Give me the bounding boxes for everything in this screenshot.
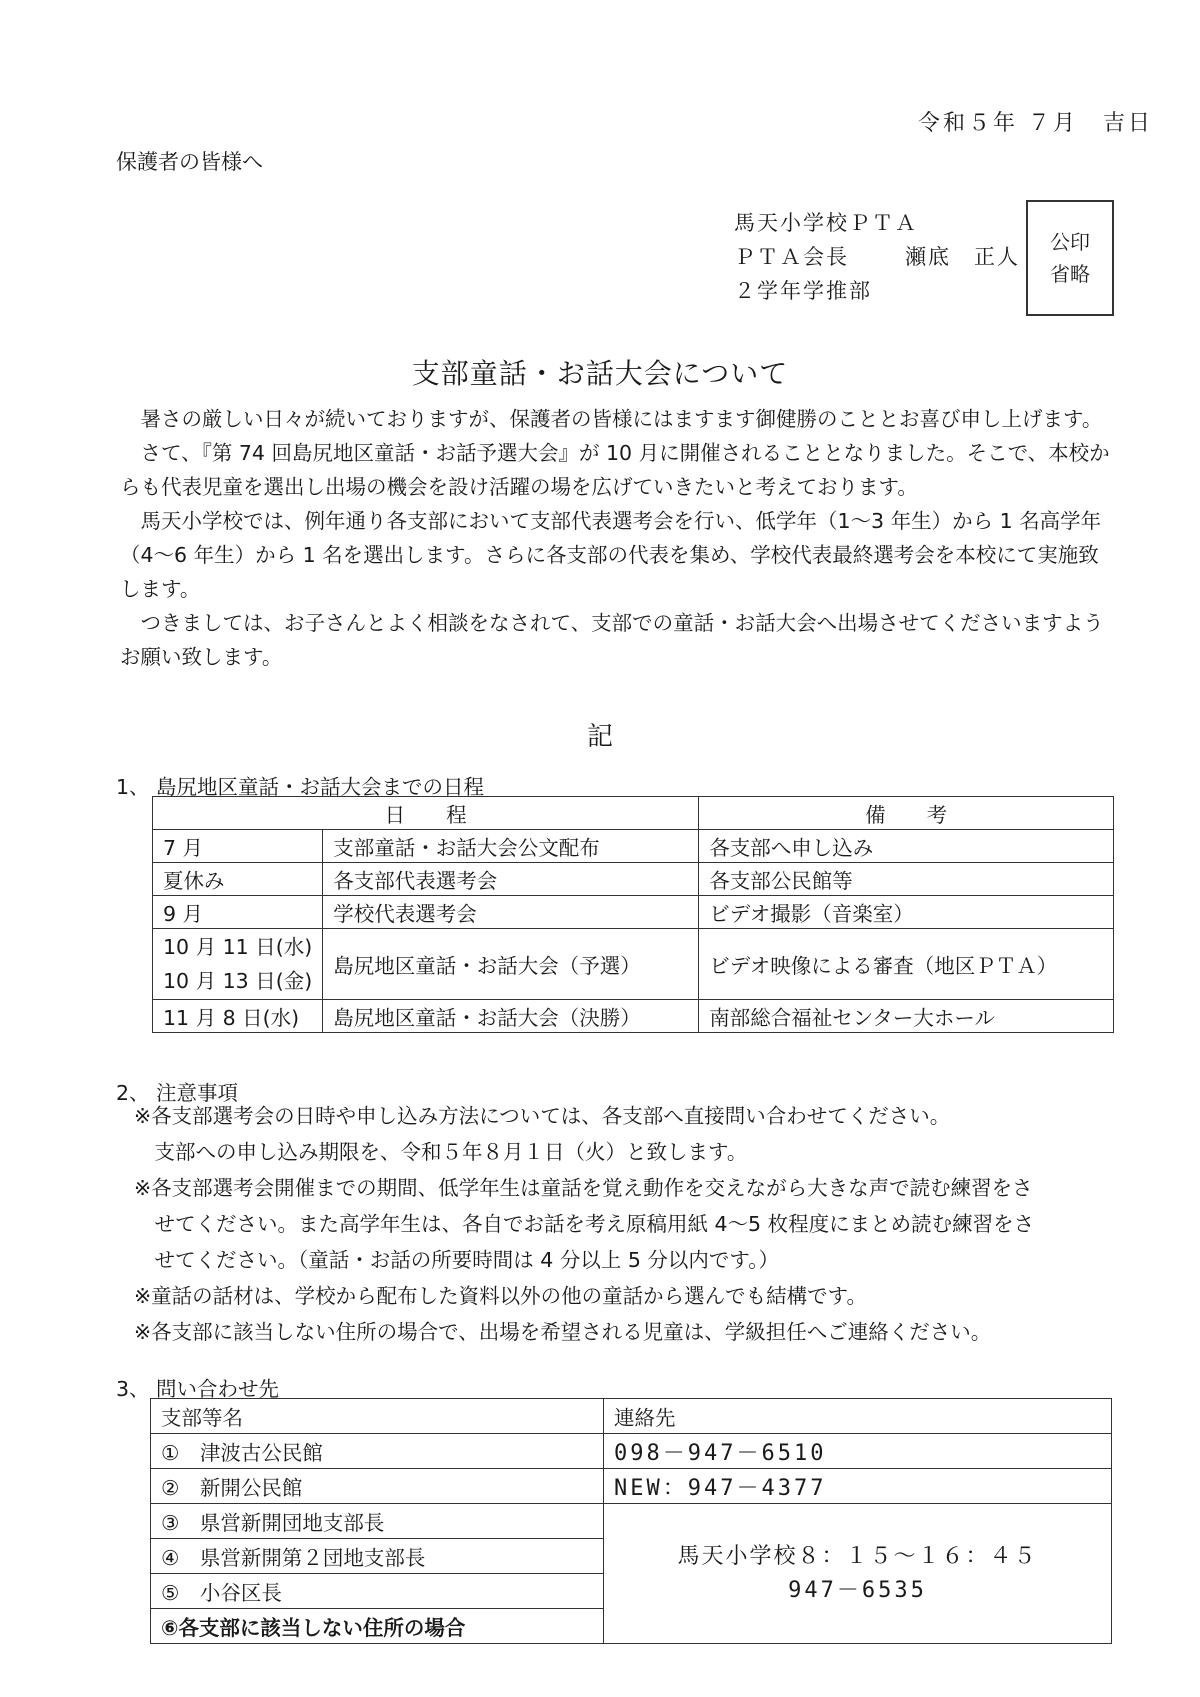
branch-name: ② 新開公民館 <box>151 1469 604 1504</box>
table-row <box>153 896 1114 929</box>
remarks-col-header: 備 考 <box>699 797 1114 830</box>
recipient: 保護者の皆様へ <box>116 150 263 174</box>
row-event: 支部童話・お話大会公文配布 <box>323 830 699 863</box>
sender-org: 馬天小学校ＰＴＡ <box>734 211 918 235</box>
table-row <box>153 929 1114 1000</box>
ki-heading: 記 <box>586 722 613 752</box>
branch-name: ④ 県営新開第２団地支部長 <box>151 1539 604 1574</box>
schedule-heading: 1、 島尻地区童話・お話大会までの日程 <box>116 775 485 799</box>
table-header-row <box>151 1399 1112 1434</box>
contact-phone: 098－947－6510 <box>604 1434 1112 1469</box>
document-date: 令和５年 ７月 吉日 <box>918 111 1153 136</box>
row-note: 各支部公民館等 <box>699 863 1114 896</box>
sender-name: 瀬底 正人 <box>905 245 1020 269</box>
seal-line-1: 公印 <box>1050 230 1090 254</box>
table-row <box>151 1434 1112 1469</box>
branch-name: ① 津波古公民館 <box>151 1434 604 1469</box>
row-event: 島尻地区童話・お話大会（予選） <box>323 929 699 1000</box>
contacts-heading: 3、 問い合わせ先 <box>116 1377 280 1401</box>
sender-block <box>734 206 1020 308</box>
official-seal-box <box>1026 200 1114 316</box>
branch-col-header: 支部等名 <box>151 1399 604 1434</box>
contacts-table <box>150 1398 1112 1644</box>
note-line: せてください。（童話・お話の所要時間は 4 分以上 5 分以内です。） <box>134 1248 780 1272</box>
row-date-1: 10 月 11 日(水) <box>163 935 313 959</box>
row-date: 11 月 8 日(水) <box>153 1000 323 1033</box>
table-header-row <box>153 797 1114 830</box>
table-row <box>153 830 1114 863</box>
table-row <box>153 1000 1114 1033</box>
schedule-table <box>152 796 1114 1033</box>
row-note: 各支部へ申し込み <box>699 830 1114 863</box>
row-event: 島尻地区童話・お話大会（決勝） <box>323 1000 699 1033</box>
page-title: 支部童話・お話大会について <box>411 357 789 390</box>
note-line: ※各支部選考会開催までの期間、低学年生は童話を覚え動作を交えながら大きな声で読む練習をさ <box>134 1176 1033 1200</box>
row-note: ビデオ撮影（音楽室） <box>699 896 1114 929</box>
row-event: 各支部代表選考会 <box>323 863 699 896</box>
row-date: 夏休み <box>153 863 323 896</box>
contact-col-header: 連絡先 <box>604 1399 1112 1434</box>
body-text <box>120 402 1112 674</box>
table-row <box>153 863 1114 896</box>
sender-role: ＰＴＡ会長 <box>734 245 849 269</box>
note-line: ※童話の話材は、学校から配布した資料以外の他の童話から選んでも結構です。 <box>134 1284 868 1308</box>
sender-role-line <box>734 240 1020 274</box>
school-hours: 馬天小学校８：１５～１６：４５ <box>677 1543 1038 1569</box>
table-row <box>151 1504 1112 1539</box>
row-date <box>153 929 323 1000</box>
branch-name: ⑥各支部に該当しない住所の場合 <box>151 1609 604 1644</box>
note-line: ※各支部に該当しない住所の場合で、出場を希望される児童は、学級担任へご連絡ください。 <box>134 1320 992 1344</box>
contact-phone: NEW：947－4377 <box>604 1469 1112 1504</box>
note-line: 支部への申し込み期限を、令和５年８月１日（火）と致します。 <box>134 1140 748 1164</box>
notes-heading: 2、 注意事項 <box>116 1081 239 1105</box>
paragraph-2: さて、『第 74 回島尻地区童話・お話予選大会』が 10 月に開催されることとなりました。そこで、本校からも代表児童を選出し出場の機会を設け活躍の場を広げていきたいと考えております。 <box>120 441 1110 499</box>
row-date-2: 10 月 13 日(金) <box>163 969 313 993</box>
branch-name: ⑤ 小谷区長 <box>151 1574 604 1609</box>
school-phone: 947－6535 <box>788 1577 927 1603</box>
school-contact <box>604 1504 1112 1644</box>
table-row <box>151 1469 1112 1504</box>
notes-list <box>134 1098 1034 1350</box>
paragraph-3: 馬天小学校では、例年通り各支部において支部代表選考会を行い、低学年（1～3 年生）から 1 名高学年（4～6 年生）から 1 名を選出します。さらに各支部の代表を集め、学校代表最終選考会を本校にて実施致します。 <box>120 509 1102 601</box>
paragraph-1: 暑さの厳しい日々が続いておりますが、保護者の皆様にはますます御健勝のこととお喜び申し上げます。 <box>140 407 1103 431</box>
note-line: ※各支部選考会の日時や申し込み方法については、各支部へ直接問い合わせてください。 <box>134 1104 951 1128</box>
row-date: 9 月 <box>153 896 323 929</box>
row-event: 学校代表選考会 <box>323 896 699 929</box>
sender-dept: ２学年学推部 <box>734 279 872 303</box>
schedule-col-header: 日 程 <box>153 797 699 830</box>
row-note: ビデオ映像による審査（地区ＰＴＡ） <box>699 929 1114 1000</box>
note-line: せてください。また高学年生は、各自でお話を考え原稿用紙 4～5 枚程度にまとめ読む練習をさ <box>134 1212 1035 1236</box>
row-date: 7 月 <box>153 830 323 863</box>
row-note: 南部総合福祉センター大ホール <box>699 1000 1114 1033</box>
branch-name: ③ 県営新開団地支部長 <box>151 1504 604 1539</box>
seal-line-2: 省略 <box>1050 262 1090 286</box>
paragraph-4: つきましては、お子さんとよく相談をなされて、支部での童話・お話大会へ出場させてくださいますようお願い致します。 <box>120 611 1104 669</box>
